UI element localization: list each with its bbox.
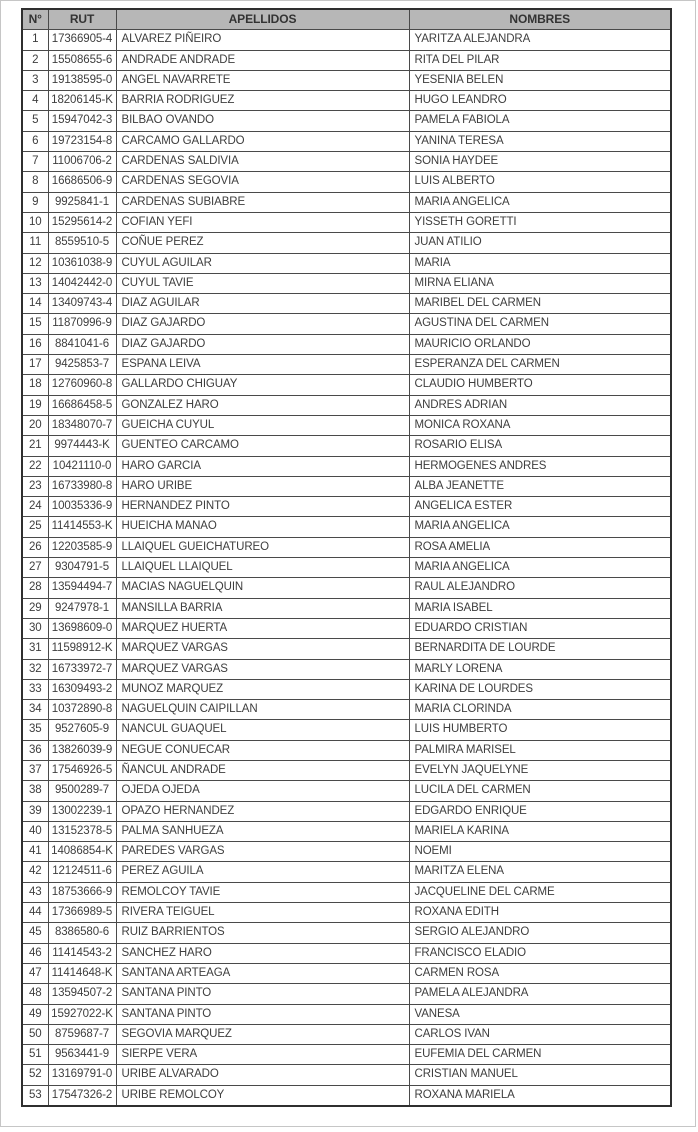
- cell-rut: 17547326-2: [48, 1085, 116, 1106]
- table-row: [22, 1024, 671, 1044]
- cell-nombres: HERMOGENES ANDRES: [409, 456, 671, 476]
- column-header-nombres: NOMBRES: [409, 9, 671, 30]
- cell-apellidos: LLAIQUEL LLAIQUEL: [116, 558, 409, 578]
- cell-nombres: YESENIA BELEN: [409, 70, 671, 90]
- cell-nombres: CRISTIAN MANUEL: [409, 1065, 671, 1085]
- column-header-num: N°: [22, 9, 48, 30]
- cell-apellidos: SANCHEZ HARO: [116, 943, 409, 963]
- cell-rut: 16686506-9: [48, 172, 116, 192]
- cell-apellidos: LLAIQUEL GUEICHATUREO: [116, 537, 409, 557]
- cell-num: 1: [22, 30, 48, 50]
- cell-rut: 11598912-K: [48, 639, 116, 659]
- cell-nombres: NOEMI: [409, 842, 671, 862]
- cell-apellidos: HARO URIBE: [116, 476, 409, 496]
- cell-apellidos: COÑUE PEREZ: [116, 233, 409, 253]
- cell-num: 44: [22, 903, 48, 923]
- cell-nombres: AGUSTINA DEL CARMEN: [409, 314, 671, 334]
- table-row: [22, 436, 671, 456]
- cell-nombres: CARMEN ROSA: [409, 963, 671, 983]
- table-row: [22, 537, 671, 557]
- cell-nombres: PALMIRA MARISEL: [409, 740, 671, 760]
- table-row: [22, 943, 671, 963]
- cell-apellidos: COFIAN YEFI: [116, 212, 409, 232]
- cell-nombres: MARLY LORENA: [409, 659, 671, 679]
- cell-rut: 10035336-9: [48, 497, 116, 517]
- table-row: [22, 1004, 671, 1024]
- cell-apellidos: PEREZ AGUILA: [116, 862, 409, 882]
- cell-rut: 17546926-5: [48, 760, 116, 780]
- table-row: [22, 618, 671, 638]
- cell-rut: 9974443-K: [48, 436, 116, 456]
- cell-rut: 9563441-9: [48, 1045, 116, 1065]
- roster-table-header: [22, 9, 671, 30]
- cell-apellidos: MACIAS NAGUELQUIN: [116, 578, 409, 598]
- cell-nombres: CARLOS IVAN: [409, 1024, 671, 1044]
- cell-nombres: ROSARIO ELISA: [409, 436, 671, 456]
- table-row: [22, 172, 671, 192]
- cell-num: 33: [22, 679, 48, 699]
- cell-nombres: EVELYN JAQUELYNE: [409, 760, 671, 780]
- cell-rut: 15927022-K: [48, 1004, 116, 1024]
- cell-apellidos: SEGOVIA MARQUEZ: [116, 1024, 409, 1044]
- table-row: [22, 294, 671, 314]
- header-row: [22, 9, 671, 30]
- cell-rut: 9500289-7: [48, 781, 116, 801]
- column-header-apellidos: APELLIDOS: [116, 9, 409, 30]
- cell-apellidos: CUYUL AGUILAR: [116, 253, 409, 273]
- cell-rut: 16733972-7: [48, 659, 116, 679]
- table-row: [22, 578, 671, 598]
- cell-num: 3: [22, 70, 48, 90]
- cell-rut: 13698609-0: [48, 618, 116, 638]
- cell-num: 4: [22, 91, 48, 111]
- cell-nombres: YARITZA ALEJANDRA: [409, 30, 671, 50]
- cell-rut: 15508655-6: [48, 50, 116, 70]
- cell-rut: 16686458-5: [48, 395, 116, 415]
- cell-nombres: SONIA HAYDEE: [409, 152, 671, 172]
- cell-apellidos: NAGUELQUIN CAIPILLAN: [116, 700, 409, 720]
- cell-num: 18: [22, 375, 48, 395]
- cell-apellidos: URIBE REMOLCOY: [116, 1085, 409, 1106]
- cell-apellidos: MUNOZ MARQUEZ: [116, 679, 409, 699]
- cell-nombres: MARIA: [409, 253, 671, 273]
- cell-num: 49: [22, 1004, 48, 1024]
- cell-nombres: RAUL ALEJANDRO: [409, 578, 671, 598]
- cell-rut: 18753666-9: [48, 882, 116, 902]
- cell-num: 9: [22, 192, 48, 212]
- cell-nombres: MONICA ROXANA: [409, 415, 671, 435]
- cell-apellidos: MARQUEZ VARGAS: [116, 639, 409, 659]
- cell-rut: 10372890-8: [48, 700, 116, 720]
- cell-nombres: ROSA AMELIA: [409, 537, 671, 557]
- cell-num: 23: [22, 476, 48, 496]
- cell-apellidos: HERNANDEZ PINTO: [116, 497, 409, 517]
- cell-rut: 14086854-K: [48, 842, 116, 862]
- cell-num: 51: [22, 1045, 48, 1065]
- cell-rut: 8841041-6: [48, 334, 116, 354]
- table-row: [22, 50, 671, 70]
- cell-num: 26: [22, 537, 48, 557]
- cell-nombres: ALBA JEANETTE: [409, 476, 671, 496]
- cell-num: 29: [22, 598, 48, 618]
- cell-apellidos: PAREDES VARGAS: [116, 842, 409, 862]
- cell-apellidos: OJEDA OJEDA: [116, 781, 409, 801]
- cell-num: 47: [22, 963, 48, 983]
- cell-apellidos: HARO GARCIA: [116, 456, 409, 476]
- cell-rut: 15295614-2: [48, 212, 116, 232]
- cell-num: 32: [22, 659, 48, 679]
- cell-rut: 12203585-9: [48, 537, 116, 557]
- table-row: [22, 152, 671, 172]
- cell-rut: 13826039-9: [48, 740, 116, 760]
- column-header-rut: RUT: [48, 9, 116, 30]
- cell-num: 22: [22, 456, 48, 476]
- table-row: [22, 517, 671, 537]
- cell-apellidos: SANTANA PINTO: [116, 984, 409, 1004]
- cell-num: 19: [22, 395, 48, 415]
- cell-rut: 10361038-9: [48, 253, 116, 273]
- table-row: [22, 253, 671, 273]
- cell-rut: 13002239-1: [48, 801, 116, 821]
- table-row: [22, 801, 671, 821]
- table-row: [22, 558, 671, 578]
- cell-num: 7: [22, 152, 48, 172]
- cell-nombres: MARIA CLORINDA: [409, 700, 671, 720]
- cell-apellidos: URIBE ALVARADO: [116, 1065, 409, 1085]
- cell-num: 42: [22, 862, 48, 882]
- cell-nombres: JUAN ATILIO: [409, 233, 671, 253]
- cell-nombres: YISSETH GORETTI: [409, 212, 671, 232]
- cell-apellidos: BILBAO OVANDO: [116, 111, 409, 131]
- cell-rut: 9247978-1: [48, 598, 116, 618]
- table-row: [22, 1065, 671, 1085]
- roster-table-body: [22, 30, 671, 1106]
- table-row: [22, 598, 671, 618]
- cell-nombres: FRANCISCO ELADIO: [409, 943, 671, 963]
- cell-num: 31: [22, 639, 48, 659]
- cell-num: 50: [22, 1024, 48, 1044]
- cell-nombres: MARIA ANGELICA: [409, 558, 671, 578]
- cell-num: 6: [22, 131, 48, 151]
- cell-nombres: MARIA ANGELICA: [409, 517, 671, 537]
- cell-nombres: ROXANA MARIELA: [409, 1085, 671, 1106]
- cell-apellidos: HUEICHA MANAO: [116, 517, 409, 537]
- cell-nombres: BERNARDITA DE LOURDE: [409, 639, 671, 659]
- cell-apellidos: SANTANA PINTO: [116, 1004, 409, 1024]
- cell-nombres: PAMELA FABIOLA: [409, 111, 671, 131]
- cell-rut: 13594507-2: [48, 984, 116, 1004]
- table-row: [22, 375, 671, 395]
- cell-nombres: MIRNA ELIANA: [409, 273, 671, 293]
- cell-rut: 8559510-5: [48, 233, 116, 253]
- cell-apellidos: BARRIA RODRIGUEZ: [116, 91, 409, 111]
- cell-rut: 11006706-2: [48, 152, 116, 172]
- cell-apellidos: SANTANA ARTEAGA: [116, 963, 409, 983]
- cell-num: 30: [22, 618, 48, 638]
- table-row: [22, 821, 671, 841]
- cell-nombres: EUFEMIA DEL CARMEN: [409, 1045, 671, 1065]
- cell-nombres: LUIS ALBERTO: [409, 172, 671, 192]
- table-row: [22, 740, 671, 760]
- table-row: [22, 963, 671, 983]
- table-row: [22, 639, 671, 659]
- cell-rut: 13594494-7: [48, 578, 116, 598]
- cell-nombres: LUIS HUMBERTO: [409, 720, 671, 740]
- table-row: [22, 1085, 671, 1106]
- table-row: [22, 781, 671, 801]
- table-row: [22, 70, 671, 90]
- cell-apellidos: CARDENAS SUBIABRE: [116, 192, 409, 212]
- cell-num: 11: [22, 233, 48, 253]
- cell-rut: 13152378-5: [48, 821, 116, 841]
- cell-rut: 15947042-3: [48, 111, 116, 131]
- cell-num: 40: [22, 821, 48, 841]
- cell-rut: 19138595-0: [48, 70, 116, 90]
- cell-apellidos: DIAZ GAJARDO: [116, 334, 409, 354]
- cell-num: 45: [22, 923, 48, 943]
- cell-rut: 9527605-9: [48, 720, 116, 740]
- cell-apellidos: SIERPE VERA: [116, 1045, 409, 1065]
- cell-rut: 9304791-5: [48, 558, 116, 578]
- cell-apellidos: ESPANA LEIVA: [116, 355, 409, 375]
- table-row: [22, 395, 671, 415]
- table-row: [22, 415, 671, 435]
- cell-nombres: HUGO LEANDRO: [409, 91, 671, 111]
- cell-rut: 12760960-8: [48, 375, 116, 395]
- cell-num: 53: [22, 1085, 48, 1106]
- cell-nombres: JACQUELINE DEL CARME: [409, 882, 671, 902]
- cell-num: 12: [22, 253, 48, 273]
- cell-rut: 11414553-K: [48, 517, 116, 537]
- cell-num: 14: [22, 294, 48, 314]
- cell-num: 8: [22, 172, 48, 192]
- cell-nombres: PAMELA ALEJANDRA: [409, 984, 671, 1004]
- cell-rut: 8759687-7: [48, 1024, 116, 1044]
- table-row: [22, 192, 671, 212]
- table-row: [22, 1045, 671, 1065]
- cell-num: 2: [22, 50, 48, 70]
- cell-rut: 9425853-7: [48, 355, 116, 375]
- table-row: [22, 476, 671, 496]
- cell-nombres: EDGARDO ENRIQUE: [409, 801, 671, 821]
- table-row: [22, 659, 671, 679]
- cell-nombres: EDUARDO CRISTIAN: [409, 618, 671, 638]
- table-row: [22, 679, 671, 699]
- roster-table: [21, 8, 672, 1107]
- cell-nombres: LUCILA DEL CARMEN: [409, 781, 671, 801]
- cell-apellidos: NANCUL GUAQUEL: [116, 720, 409, 740]
- cell-nombres: MARITZA ELENA: [409, 862, 671, 882]
- cell-apellidos: MANSILLA BARRIA: [116, 598, 409, 618]
- cell-num: 43: [22, 882, 48, 902]
- cell-nombres: MARIBEL DEL CARMEN: [409, 294, 671, 314]
- cell-num: 37: [22, 760, 48, 780]
- table-row: [22, 233, 671, 253]
- cell-num: 16: [22, 334, 48, 354]
- cell-nombres: RITA DEL PILAR: [409, 50, 671, 70]
- cell-apellidos: GUEICHA CUYUL: [116, 415, 409, 435]
- cell-rut: 19723154-8: [48, 131, 116, 151]
- cell-num: 13: [22, 273, 48, 293]
- cell-apellidos: CUYUL TAVIE: [116, 273, 409, 293]
- table-row: [22, 273, 671, 293]
- cell-nombres: ROXANA EDITH: [409, 903, 671, 923]
- cell-rut: 11870996-9: [48, 314, 116, 334]
- cell-apellidos: MARQUEZ VARGAS: [116, 659, 409, 679]
- cell-apellidos: DIAZ GAJARDO: [116, 314, 409, 334]
- table-row: [22, 720, 671, 740]
- cell-rut: 14042442-0: [48, 273, 116, 293]
- cell-nombres: MAURICIO ORLANDO: [409, 334, 671, 354]
- cell-num: 41: [22, 842, 48, 862]
- cell-num: 52: [22, 1065, 48, 1085]
- cell-nombres: ESPERANZA DEL CARMEN: [409, 355, 671, 375]
- cell-nombres: SERGIO ALEJANDRO: [409, 923, 671, 943]
- cell-rut: 13169791-0: [48, 1065, 116, 1085]
- cell-apellidos: OPAZO HERNANDEZ: [116, 801, 409, 821]
- cell-apellidos: CARDENAS SALDIVIA: [116, 152, 409, 172]
- table-row: [22, 334, 671, 354]
- cell-num: 25: [22, 517, 48, 537]
- cell-rut: 18348070-7: [48, 415, 116, 435]
- cell-nombres: MARIELA KARINA: [409, 821, 671, 841]
- cell-rut: 16733980-8: [48, 476, 116, 496]
- cell-nombres: KARINA DE LOURDES: [409, 679, 671, 699]
- cell-nombres: YANINA TERESA: [409, 131, 671, 151]
- cell-rut: 17366905-4: [48, 30, 116, 50]
- cell-nombres: MARIA ISABEL: [409, 598, 671, 618]
- cell-num: 21: [22, 436, 48, 456]
- table-row: [22, 497, 671, 517]
- cell-apellidos: DIAZ AGUILAR: [116, 294, 409, 314]
- table-row: [22, 882, 671, 902]
- cell-num: 20: [22, 415, 48, 435]
- cell-apellidos: RUIZ BARRIENTOS: [116, 923, 409, 943]
- cell-apellidos: ÑANCUL ANDRADE: [116, 760, 409, 780]
- cell-rut: 9925841-1: [48, 192, 116, 212]
- cell-rut: 16309493-2: [48, 679, 116, 699]
- table-row: [22, 862, 671, 882]
- cell-apellidos: RIVERA TEIGUEL: [116, 903, 409, 923]
- cell-nombres: MARIA ANGELICA: [409, 192, 671, 212]
- cell-rut: 11414648-K: [48, 963, 116, 983]
- cell-apellidos: CARDENAS SEGOVIA: [116, 172, 409, 192]
- cell-rut: 17366989-5: [48, 903, 116, 923]
- table-row: [22, 842, 671, 862]
- table-row: [22, 91, 671, 111]
- cell-apellidos: ANGEL NAVARRETE: [116, 70, 409, 90]
- table-row: [22, 131, 671, 151]
- cell-apellidos: CARCAMO GALLARDO: [116, 131, 409, 151]
- cell-num: 15: [22, 314, 48, 334]
- cell-num: 5: [22, 111, 48, 131]
- cell-num: 28: [22, 578, 48, 598]
- cell-apellidos: PALMA SANHUEZA: [116, 821, 409, 841]
- cell-apellidos: ALVAREZ PIÑEIRO: [116, 30, 409, 50]
- table-row: [22, 314, 671, 334]
- cell-apellidos: GONZALEZ HARO: [116, 395, 409, 415]
- cell-apellidos: NEGUE CONUECAR: [116, 740, 409, 760]
- cell-num: 48: [22, 984, 48, 1004]
- cell-apellidos: GUENTEO CARCAMO: [116, 436, 409, 456]
- cell-apellidos: ANDRADE ANDRADE: [116, 50, 409, 70]
- cell-apellidos: REMOLCOY TAVIE: [116, 882, 409, 902]
- cell-num: 38: [22, 781, 48, 801]
- cell-num: 39: [22, 801, 48, 821]
- cell-rut: 13409743-4: [48, 294, 116, 314]
- cell-num: 34: [22, 700, 48, 720]
- table-row: [22, 111, 671, 131]
- cell-num: 24: [22, 497, 48, 517]
- cell-rut: 12124511-6: [48, 862, 116, 882]
- cell-num: 10: [22, 212, 48, 232]
- table-row: [22, 456, 671, 476]
- table-row: [22, 760, 671, 780]
- cell-nombres: ANDRES ADRIAN: [409, 395, 671, 415]
- table-row: [22, 355, 671, 375]
- cell-rut: 10421110-0: [48, 456, 116, 476]
- table-row: [22, 923, 671, 943]
- cell-nombres: ANGELICA ESTER: [409, 497, 671, 517]
- table-row: [22, 984, 671, 1004]
- cell-nombres: CLAUDIO HUMBERTO: [409, 375, 671, 395]
- cell-apellidos: GALLARDO CHIGUAY: [116, 375, 409, 395]
- cell-nombres: VANESA: [409, 1004, 671, 1024]
- cell-num: 46: [22, 943, 48, 963]
- cell-num: 36: [22, 740, 48, 760]
- cell-num: 17: [22, 355, 48, 375]
- cell-num: 27: [22, 558, 48, 578]
- table-row: [22, 700, 671, 720]
- cell-rut: 8386580-6: [48, 923, 116, 943]
- table-row: [22, 30, 671, 50]
- cell-rut: 11414543-2: [48, 943, 116, 963]
- table-row: [22, 903, 671, 923]
- cell-apellidos: MARQUEZ HUERTA: [116, 618, 409, 638]
- cell-rut: 18206145-K: [48, 91, 116, 111]
- table-row: [22, 212, 671, 232]
- cell-num: 35: [22, 720, 48, 740]
